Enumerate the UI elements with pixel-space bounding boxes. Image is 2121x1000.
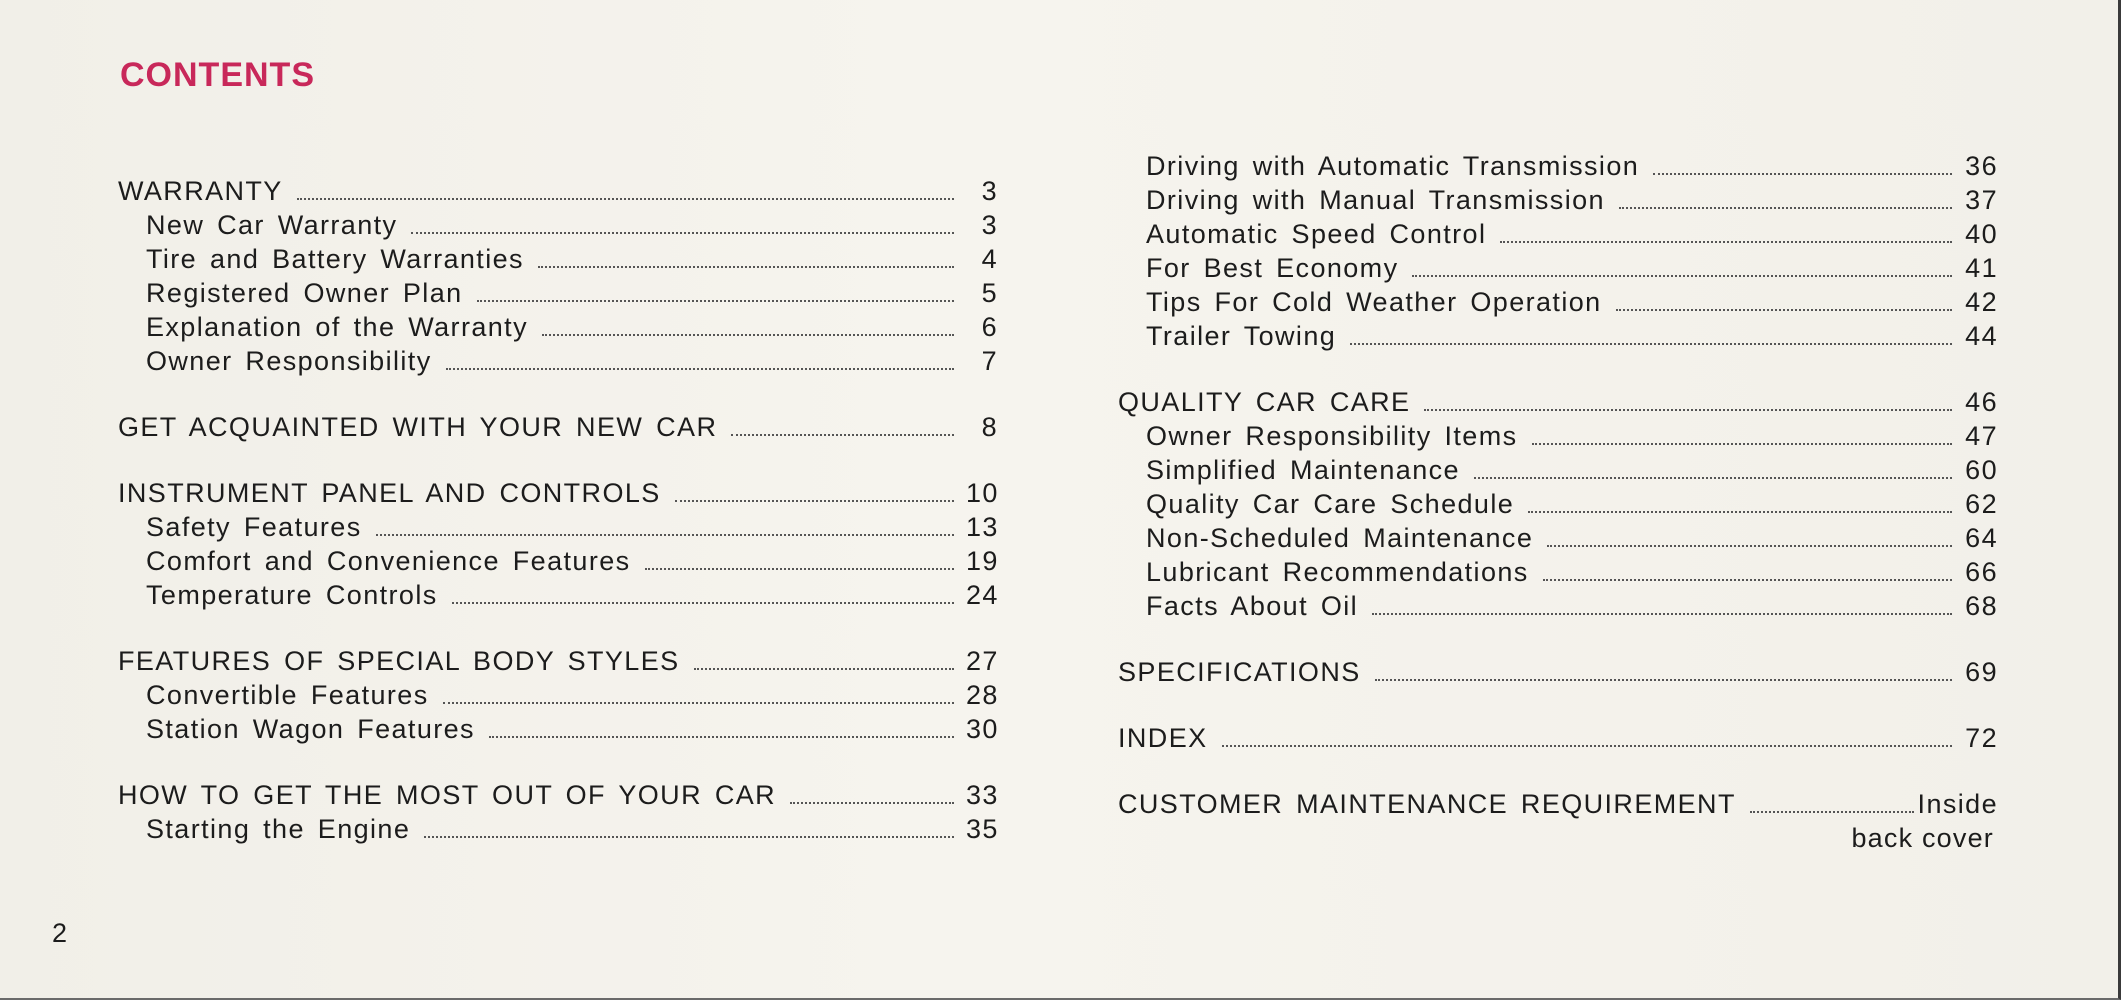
- toc-entry-page: 19: [966, 546, 999, 576]
- toc-entry-label: GET ACQUAINTED WITH YOUR NEW CAR: [118, 412, 718, 442]
- dot-leader: [1543, 578, 1952, 581]
- toc-entry-label: Driving with Automatic Transmission: [1146, 151, 1640, 181]
- toc-entry-page: 4: [981, 244, 998, 274]
- toc-entry-tire-and-battery-warranties: [118, 244, 998, 278]
- page-number: 2: [52, 918, 68, 948]
- toc-entry-label: Safety Features: [146, 512, 362, 542]
- dot-leader: [1547, 544, 1952, 547]
- dot-leader: [1750, 810, 1914, 813]
- toc-entry-page: 10: [966, 478, 999, 508]
- dot-leader: [424, 835, 954, 838]
- toc-entry-tips-for-cold-weather-operation: [1118, 287, 1998, 321]
- toc-entry-label: Owner Responsibility Items: [1146, 421, 1518, 451]
- toc-entry-registered-owner-plan: [118, 278, 998, 312]
- toc-entry-page: 46: [1965, 387, 1998, 417]
- toc-entry-label: Trailer Towing: [1146, 321, 1337, 351]
- page-title: CONTENTS: [120, 56, 315, 94]
- dot-leader: [1350, 342, 1952, 345]
- toc-entry-page: 37: [1965, 185, 1998, 215]
- dot-leader: [1372, 612, 1952, 615]
- toc-entry-driving-with-automatic-transmission: [1118, 151, 1998, 185]
- toc-left-column: [118, 176, 998, 848]
- toc-entry-page: 69: [1965, 657, 1998, 687]
- dot-leader: [1412, 274, 1952, 277]
- toc-entry-page: 8: [981, 412, 998, 442]
- toc-entry-label: Automatic Speed Control: [1146, 219, 1487, 249]
- toc-entry-page: 6: [981, 312, 998, 342]
- dot-leader: [1424, 408, 1952, 411]
- toc-entry-label: HOW TO GET THE MOST OUT OF YOUR CAR: [118, 780, 777, 810]
- toc-entry-label: Registered Owner Plan: [146, 278, 463, 308]
- dot-leader: [790, 801, 954, 804]
- toc-entry-driving-with-manual-transmission: [1118, 185, 1998, 219]
- toc-right-column: [1118, 151, 1998, 857]
- dot-leader: [411, 231, 954, 234]
- toc-entry-convertible-features: [118, 680, 998, 714]
- toc-entry-page: 7: [981, 346, 998, 376]
- toc-entry-label: New Car Warranty: [146, 210, 398, 240]
- toc-entry-label: Driving with Manual Transmission: [1146, 185, 1605, 215]
- dot-leader: [694, 667, 954, 670]
- toc-entry-page: Inside: [1917, 789, 1998, 819]
- toc-entry-page: 24: [966, 580, 999, 610]
- toc-entry-index: [1118, 723, 1998, 757]
- toc-entry-label: Lubricant Recommendations: [1146, 557, 1529, 587]
- toc-entry-label: Non-Scheduled Maintenance: [1146, 523, 1534, 553]
- toc-entry-owner-responsibility: [118, 346, 998, 380]
- toc-entry-page: 28: [966, 680, 999, 710]
- toc-entry-page: 68: [1965, 591, 1998, 621]
- toc-entry-comfort-and-convenience-features: [118, 546, 998, 580]
- dot-leader: [1619, 206, 1952, 209]
- toc-entry-label: Owner Responsibility: [146, 346, 432, 376]
- toc-entry-page: 30: [966, 714, 999, 744]
- toc-entry-label: CUSTOMER MAINTENANCE REQUIREMENT: [1118, 789, 1736, 819]
- toc-entry-label: Explanation of the Warranty: [146, 312, 528, 342]
- toc-entry-label: QUALITY CAR CARE: [1118, 387, 1411, 417]
- toc-entry-specifications: [1118, 657, 1998, 691]
- toc-entry-owner-responsibility-items: [1118, 421, 1998, 455]
- dot-leader: [675, 499, 954, 502]
- toc-entry-label: Convertible Features: [146, 680, 429, 710]
- dot-leader: [731, 433, 954, 436]
- toc-entry-station-wagon-features: [118, 714, 998, 748]
- toc-entry-label: SPECIFICATIONS: [1118, 657, 1361, 687]
- toc-entry-lubricant-recommendations: [1118, 557, 1998, 591]
- toc-entry-starting-the-engine: [118, 814, 998, 848]
- toc-entry-label: Tire and Battery Warranties: [146, 244, 524, 274]
- toc-entry-page: 35: [966, 814, 999, 844]
- dot-leader: [542, 333, 954, 336]
- dot-leader: [538, 265, 954, 268]
- toc-entry-page: 44: [1965, 321, 1998, 351]
- dot-leader: [1474, 476, 1952, 479]
- toc-entry-label: INDEX: [1118, 723, 1208, 753]
- toc-entry-label: Tips For Cold Weather Operation: [1146, 287, 1602, 317]
- toc-entry-label: FEATURES OF SPECIAL BODY STYLES: [118, 646, 680, 676]
- dot-leader: [1616, 308, 1952, 311]
- toc-entry-label: Comfort and Convenience Features: [146, 546, 631, 576]
- toc-entry-page: 33: [966, 780, 999, 810]
- toc-entry-safety-features: [118, 512, 998, 546]
- toc-entry-get-acquainted-with-your-new-car: [118, 412, 998, 446]
- toc-entry-page: 13: [966, 512, 999, 542]
- dot-leader: [1375, 678, 1952, 681]
- toc-entry-label: Station Wagon Features: [146, 714, 475, 744]
- dot-leader: [297, 197, 954, 200]
- toc-entry-features-of-special-body-styles: [118, 646, 998, 680]
- toc-entry-new-car-warranty: [118, 210, 998, 244]
- toc-entry-page: 3: [981, 210, 998, 240]
- toc-entry-trailer-towing: [1118, 321, 1998, 355]
- dot-leader: [452, 601, 954, 604]
- dot-leader: [1532, 442, 1952, 445]
- dot-leader: [477, 299, 954, 302]
- toc-entry-label: Temperature Controls: [146, 580, 438, 610]
- toc-entry-page: 3: [981, 176, 998, 206]
- toc-entry-page: 64: [1965, 523, 1998, 553]
- toc-entry-quality-car-care-schedule: [1118, 489, 1998, 523]
- toc-entry-instrument-panel-and-controls: [118, 478, 998, 512]
- toc-entry-simplified-maintenance: [1118, 455, 1998, 489]
- toc-entry-quality-car-care: [1118, 387, 1998, 421]
- dot-leader: [1528, 510, 1952, 513]
- dot-leader: [1222, 744, 1952, 747]
- dot-leader: [443, 701, 954, 704]
- dot-leader: [446, 367, 954, 370]
- toc-entry-label: For Best Economy: [1146, 253, 1399, 283]
- toc-entry-page: 40: [1965, 219, 1998, 249]
- dot-leader: [645, 567, 954, 570]
- toc-entry-page: 5: [981, 278, 998, 308]
- toc-entry-page: 66: [1965, 557, 1998, 587]
- dot-leader: [489, 735, 954, 738]
- toc-entry-temperature-controls: [118, 580, 998, 614]
- toc-entry-page: 72: [1965, 723, 1998, 753]
- toc-entry-label: Quality Car Care Schedule: [1146, 489, 1515, 519]
- toc-entry-label: Starting the Engine: [146, 814, 411, 844]
- toc-entry-automatic-speed-control: [1118, 219, 1998, 253]
- toc-entry-page: 60: [1965, 455, 1998, 485]
- toc-entry-label: Facts About Oil: [1146, 591, 1359, 621]
- dot-leader: [1653, 172, 1952, 175]
- toc-entry-page: 27: [966, 646, 999, 676]
- toc-entry-page: 62: [1965, 489, 1998, 519]
- toc-entry-label: WARRANTY: [118, 176, 283, 206]
- toc-entry-customer-maintenance-requirement: [1118, 789, 1998, 823]
- toc-entry-warranty: [118, 176, 998, 210]
- toc-entry-label: INSTRUMENT PANEL AND CONTROLS: [118, 478, 661, 508]
- toc-entry-page: 41: [1965, 253, 1998, 283]
- toc-entry-how-to-get-the-most-out-of-your-car: [118, 780, 998, 814]
- toc-entry-facts-about-oil: [1118, 591, 1998, 625]
- toc-entry-non-scheduled-maintenance: [1118, 523, 1998, 557]
- dot-leader: [1500, 240, 1952, 243]
- dot-leader: [376, 533, 954, 536]
- toc-entry-page-continued: back cover: [1851, 823, 1994, 853]
- toc-entry-for-best-economy: [1118, 253, 1998, 287]
- toc-entry-label: Simplified Maintenance: [1146, 455, 1460, 485]
- toc-entry-page: 42: [1965, 287, 1998, 317]
- toc-entry-page: 36: [1965, 151, 1998, 181]
- toc-entry-page: 47: [1965, 421, 1998, 451]
- toc-entry-explanation-of-the-warranty: [118, 312, 998, 346]
